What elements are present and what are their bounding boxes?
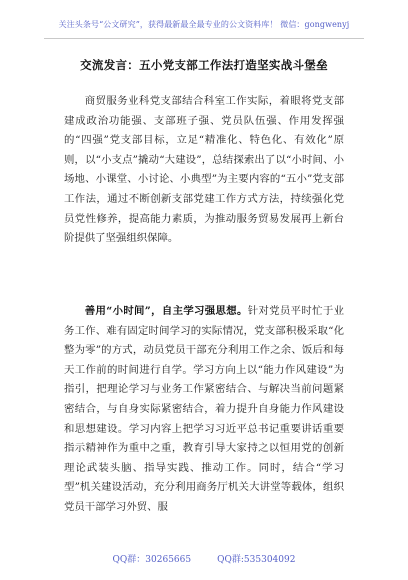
document-title: 交流发言：五小党支部工作法打造坚实战斗堡垒 [80, 58, 328, 72]
body-paragraph-1 [64, 92, 344, 249]
paragraph-2-body: 针对党员平时忙于业务工作、难有固定时间学习的实际情况，党支部积极采取“化整为零”的方式，动员党员干部充分利用工作之余、饭后和每天工作前的时间进行自学。学习方向上以“能力作风建设”为指引，把理论学习与业务工作紧密结合、与解决当前问题紧密结合，与自身实际紧密结合，着力提升自身能力作风建设和思想建设。学习内容上把学习习近平总书记重要讲话重要指示精神作为重中之重，教育引导大家持之以恒用党的创新理论武装头脑、指导实践、推动工作。同时，结合“学习型”机关建设活动，充分利用商务厅机关大讲堂等载体，组织党员干部学习外贸、服 [64, 305, 345, 513]
footer-contact [0, 552, 408, 565]
footer-qq-group-1: QQ群：30265665 [112, 555, 192, 565]
paragraph-2-lead: 善用“小时间”，自主学习强思想。 [84, 305, 248, 317]
footer-qq-group-2: QQ群:535304092 [217, 555, 296, 565]
paragraph-2-text [64, 302, 344, 518]
paragraph-1-text: 商贸服务业科党支部结合科室工作实际，着眼将党支部建成政治功能强、支部班子强、党员队伍强、作用发挥强的“四强”党支部目标，立足“精准化、特色化、有效化”原则，以“小支点”撬动“大建设”，总结探索出了以“小时间、小场地、小课堂、小讨论、小典型”为主要内容的“五小”党支部工作法，通过不断创新支部党建工作方式方法，持续强化党员党性修养，提高能力素质，为推动服务贸易发展再上新台阶提供了坚强组织保障。 [64, 95, 344, 245]
header-banner: 关注头条号“公文研究”，获得最新最全最专业的公文资料库！ 微信：gongwenyj [58, 20, 350, 29]
header-divider [44, 38, 364, 39]
body-paragraph-2 [64, 302, 344, 518]
